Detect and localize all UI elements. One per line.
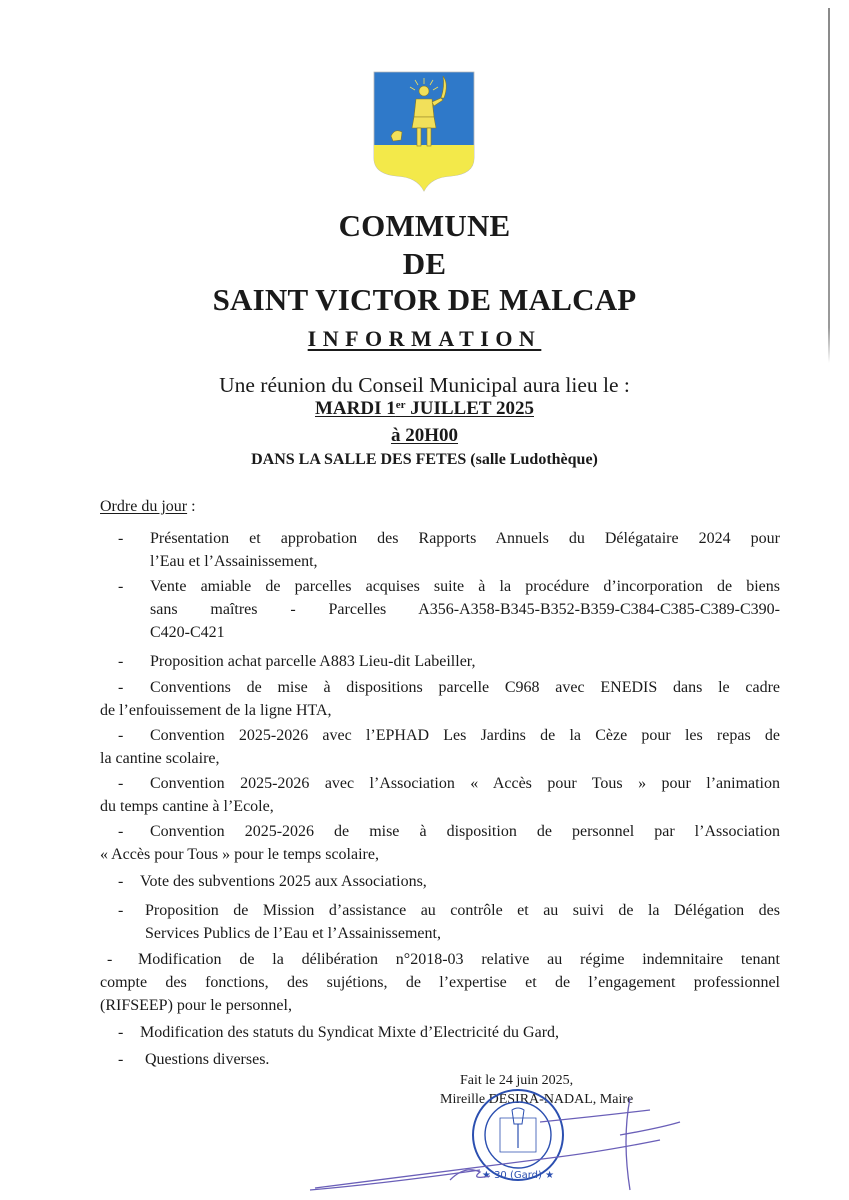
agenda-bullet: - — [118, 775, 124, 792]
agenda-item-line: C420-C421 — [150, 624, 225, 641]
agenda-item-line: « Accès pour Tous » pour le temps scolaire, — [100, 846, 379, 863]
agenda-item-line: sans maîtres - Parcelles A356-A358-B345-B352-B359-C384-C385-C389-C390- — [150, 601, 780, 618]
agenda-title: Ordre du jour : — [100, 498, 196, 515]
agenda-bullet: - — [118, 727, 124, 744]
agenda-bullet: - — [118, 873, 124, 890]
agenda-item-line: Proposition de Mission d’assistance au contrôle et au suivi de la Délégation des — [145, 902, 780, 919]
commune-title-line-3: SAINT VICTOR DE MALCAP — [212, 282, 637, 317]
agenda-bullet: - — [118, 823, 124, 840]
agenda-bullet: - — [118, 578, 124, 595]
meeting-place: DANS LA SALLE DES FETES (salle Ludothèque) — [251, 451, 598, 468]
agenda-item-line: Services Publics de l’Eau et l’Assainissement, — [145, 925, 441, 942]
agenda-item-line: compte des fonctions, des sujétions, de l’expertise et de l’engagement professionnel — [100, 974, 780, 991]
official-stamp-and-signature — [300, 1080, 720, 1200]
agenda-bullet: - — [118, 679, 124, 696]
signature-signer: Mireille DESIRA-NADAL, Maire — [440, 1092, 634, 1107]
meeting-intro: Une réunion du Conseil Municipal aura lieu le : — [219, 373, 630, 397]
agenda-item-line: Modification de la délibération n°2018-03 relative au régime indemnitaire tenant — [138, 951, 780, 968]
agenda-item-line: Présentation et approbation des Rapports Annuels du Délégataire 2024 pour — [150, 530, 780, 547]
svg-text:★ 30 (Gard) ★: ★ 30 (Gard) ★ — [481, 1170, 555, 1181]
section-label: INFORMATION — [307, 326, 542, 351]
agenda-item-line: du temps cantine à l’Ecole, — [100, 798, 274, 815]
agenda-item-line: Questions diverses. — [145, 1051, 270, 1068]
agenda-item-line: Convention 2025-2026 avec l’Association « Accès pour Tous » pour l’animation — [150, 775, 780, 792]
commune-title-line-2: DE — [402, 246, 447, 281]
commune-title-line-1: COMMUNE — [338, 208, 511, 243]
agenda-bullet: - — [118, 1024, 124, 1041]
agenda-item-line: Vote des subventions 2025 aux Associations, — [140, 873, 427, 890]
agenda-bullet: - — [118, 530, 124, 547]
official-stamp-icon — [473, 1090, 563, 1181]
meeting-date: MARDI 1er JUILLET 2025 — [315, 398, 534, 419]
agenda-item-line: Modification des statuts du Syndicat Mixte d’Electricité du Gard, — [140, 1024, 560, 1041]
agenda-item-line: la cantine scolaire, — [100, 750, 220, 767]
agenda-item-line: Proposition achat parcelle A883 Lieu-dit Labeiller, — [150, 653, 476, 670]
agenda-bullet: - — [118, 902, 124, 919]
meeting-time: à 20H00 — [390, 425, 459, 446]
agenda-item-line: Conventions de mise à dispositions parcelle C968 avec ENEDIS dans le cadre — [150, 679, 780, 696]
agenda-bullet: - — [118, 1051, 124, 1068]
agenda-item-line: Convention 2025-2026 de mise à disposition de personnel par l’Association — [150, 823, 780, 840]
agenda-item-line: l’Eau et l’Assainissement, — [150, 553, 318, 570]
agenda-item-line: (RIFSEEP) pour le personnel, — [100, 997, 292, 1014]
coat-of-arms-icon — [371, 70, 477, 192]
agenda-item-line: de l’enfouissement de la ligne HTA, — [100, 702, 332, 719]
signature-date: Fait le 24 juin 2025, — [460, 1073, 574, 1088]
agenda-item-line: Convention 2025-2026 avec l’EPHAD Les Jardins de la Cèze pour les repas de — [150, 727, 780, 744]
agenda-item-line: Vente amiable de parcelles acquises suite à la procédure d’incorporation de biens — [150, 578, 780, 595]
agenda-bullet: - — [107, 951, 113, 968]
agenda-bullet: - — [118, 653, 124, 670]
